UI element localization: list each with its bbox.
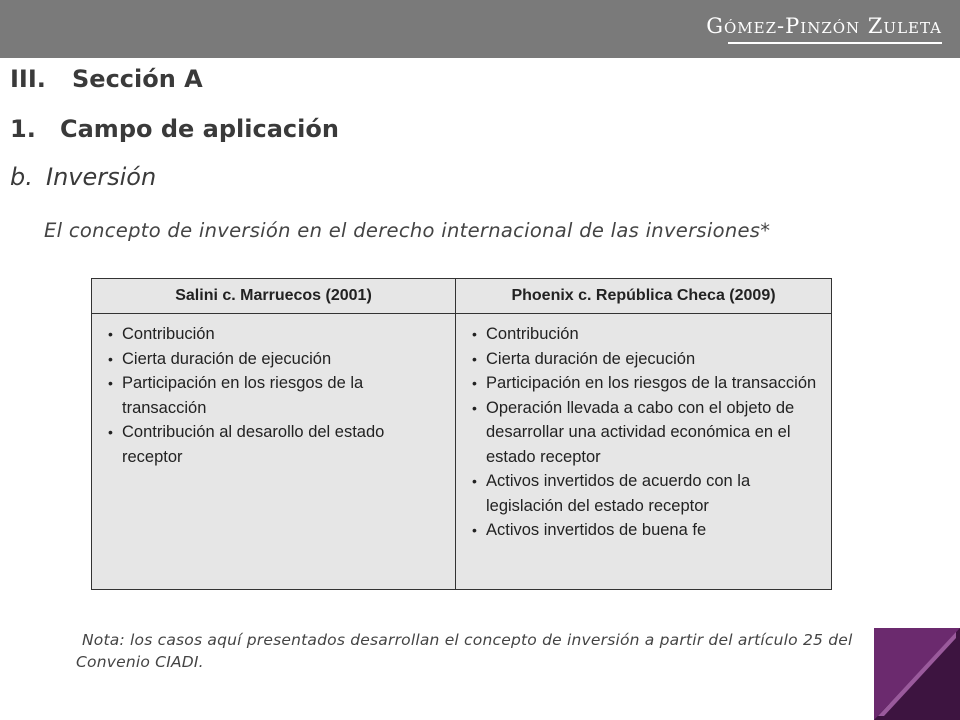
bullet-icon: • xyxy=(108,375,113,391)
salini-criteria-list xyxy=(100,322,449,469)
list-item: • Cierta duración de ejecución xyxy=(100,347,449,372)
phoenix-criteria-cell xyxy=(456,314,832,590)
list-item: • Cierta duración de ejecución xyxy=(464,347,825,372)
bullet-icon: • xyxy=(472,522,477,538)
bullet-icon: • xyxy=(108,326,113,342)
phoenix-criteria-list xyxy=(464,322,825,543)
bullet-icon: • xyxy=(472,399,477,416)
subitem-heading xyxy=(10,163,156,191)
subitem-number: b. xyxy=(10,163,33,191)
footnote: Nota: los casos aquí presentados desarrollan el concepto de inversión a partir del artículo 25 del Convenio CIADI. xyxy=(76,631,853,671)
brand-logo-underline xyxy=(728,42,942,44)
list-item: • Contribución xyxy=(100,322,449,347)
section-heading xyxy=(10,65,203,93)
list-item: • Participación en los riesgos de la transacción xyxy=(100,371,449,420)
bullet-icon: • xyxy=(472,350,477,367)
section-label: Sección A xyxy=(72,65,203,93)
concept-title: El concepto de inversión en el derecho internacional de las inversiones* xyxy=(44,219,771,242)
header-bar xyxy=(0,0,960,58)
list-item: • Activos invertidos de buena fe xyxy=(464,518,825,543)
item-heading xyxy=(10,115,339,143)
list-item: • Operación llevada a cabo con el objeto de desarrollar una actividad económica en el estado receptor xyxy=(464,396,825,470)
salini-criteria-cell xyxy=(92,314,456,590)
cases-table xyxy=(91,278,832,590)
bullet-icon: • xyxy=(108,350,113,367)
bullet-icon: • xyxy=(472,473,477,489)
item-label: Campo de aplicación xyxy=(60,115,339,143)
column-header-phoenix: Phoenix c. República Checa (2009) xyxy=(456,279,832,314)
section-number: III. xyxy=(10,65,46,93)
bullet-icon: • xyxy=(472,375,477,391)
brand-logo: Gómez-Pinzón Zuleta xyxy=(706,14,942,38)
list-item: • Participación en los riesgos de la transacción xyxy=(464,371,825,396)
bullet-icon: • xyxy=(108,424,113,440)
list-item: • Contribución xyxy=(464,322,825,347)
subitem-label: Inversión xyxy=(46,163,157,191)
corner-decoration xyxy=(874,628,960,720)
table-row xyxy=(92,314,832,590)
table-header-row xyxy=(92,279,832,314)
list-item: • Activos invertidos de acuerdo con la legislación del estado receptor xyxy=(464,469,825,518)
bullet-icon: • xyxy=(472,326,477,342)
item-number: 1. xyxy=(10,115,36,143)
column-header-salini: Salini c. Marruecos (2001) xyxy=(92,279,456,314)
list-item: • Contribución al desarollo del estado receptor xyxy=(100,420,449,469)
